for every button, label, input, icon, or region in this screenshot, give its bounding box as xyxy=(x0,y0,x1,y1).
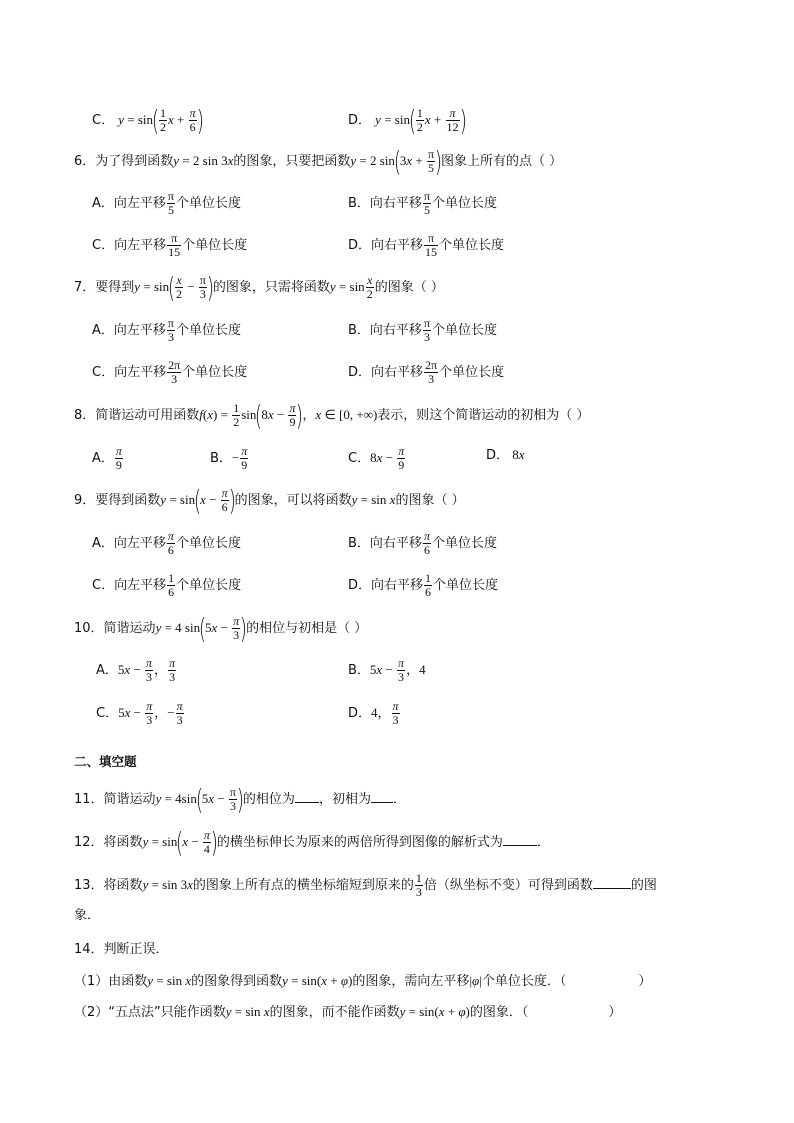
option-text: 个单位长度 xyxy=(182,365,248,380)
q7-option-d: D．向右平移 $\frac{2\pi}{3}$ 个单位长度 xyxy=(348,358,505,386)
q6-option-b: B．向右平移 $\frac{\pi}{5}$ 个单位长度 xyxy=(348,189,498,217)
question-9: 9．要得到函数y = sin(x − $\frac{\pi}{6}$ )的图象，可以将函数y = sin x的图象（ ） xyxy=(74,483,465,517)
item-text: 的图象得到函数 xyxy=(191,974,283,989)
option-text: 个单位长度 xyxy=(182,238,248,253)
answer-blank[interactable] xyxy=(371,788,393,803)
question-text: 的图象（ ） xyxy=(374,280,444,295)
question-14 xyxy=(74,940,169,960)
q9-option-a: A．向左平移 $\frac{\pi}{6}$ 个单位长度 xyxy=(92,529,241,557)
q9-option-b: B．向右平移 $\frac{\pi}{6}$ 个单位长度 xyxy=(348,529,497,557)
q6-option-c: C．向左平移 $\frac{\pi}{15}$ 个单位长度 xyxy=(92,231,248,259)
section-heading: 二、填空题 xyxy=(74,754,137,769)
question-text: 的横坐标伸长为原来的两倍所得到图像的解析式为 xyxy=(216,835,503,850)
question-text: 判断正误． xyxy=(103,942,169,957)
option-label: A． xyxy=(92,536,114,551)
question-number: 12． xyxy=(74,835,104,850)
item-text: （2）“五点法”只能作函数 xyxy=(74,1005,226,1020)
question-text: 表示，则这个简谐运动的初相为（ ） xyxy=(377,408,590,423)
option-text: 个单位长度 xyxy=(175,323,241,338)
question-text: 简谐运动 xyxy=(103,621,156,636)
q9-option-c: C．向左平移 $\frac{1}{6}$ 个单位长度 xyxy=(92,571,242,599)
option-value: 4 xyxy=(371,705,378,720)
option-text: 向左平移 xyxy=(114,578,167,593)
question-text: ． xyxy=(536,835,550,850)
option-label: B． xyxy=(210,451,232,466)
q5-option-c: C． y = sin( $\frac{1}{2}$ x + $\frac{\pi}{6}$ ) xyxy=(92,103,204,137)
question-number: 6． xyxy=(74,154,96,169)
question-text: 的图象，只需将函数 xyxy=(212,280,330,295)
question-number: 10． xyxy=(74,621,104,636)
option-label: B． xyxy=(348,196,370,211)
q8-option-a: A． $\frac{\pi}{9}$ xyxy=(92,444,122,472)
q6-option-a: A．向左平移 $\frac{\pi}{5}$ 个单位长度 xyxy=(92,189,241,217)
option-label: A． xyxy=(92,323,114,338)
question-text: 的图象（ ） xyxy=(395,493,465,508)
question-number: 8． xyxy=(74,408,96,423)
q7-option-b: B．向右平移 $\frac{\pi}{3}$ 个单位长度 xyxy=(348,316,498,344)
option-text: 向左平移 xyxy=(114,238,167,253)
option-label: D． xyxy=(486,448,510,463)
option-text: 个单位长度 xyxy=(176,578,242,593)
option-label: B． xyxy=(348,323,370,338)
option-text: 个单位长度 xyxy=(433,578,499,593)
question-10: 10．简谐运动y = 4 sin(5x − $\frac{\pi}{3}$ )的相位与初相是（ ） xyxy=(74,611,368,645)
question-text: 简谐运动可用函数 xyxy=(95,408,200,423)
question-text: ． xyxy=(392,792,406,807)
option-text: 个单位长度 xyxy=(175,536,241,551)
question-7: 7．要得到y = sin( $\frac{x}{2}$ − $\frac{\pi}{3}$ )的图象，只需将函数y = sin $\frac{x}{2}$ 的图象（ ） xyxy=(74,270,444,304)
question-number: 14． xyxy=(74,942,104,957)
q10-option-a: A．5x − $\frac{\pi}{3}$ ， $\frac{\pi}{3}$ xyxy=(96,656,176,684)
option-value: 4 xyxy=(419,662,426,677)
option-text: 向右平移 xyxy=(369,536,422,551)
item-text: （1）由函数 xyxy=(74,974,148,989)
answer-blank[interactable] xyxy=(503,831,537,846)
option-text: 个单位长度 xyxy=(439,365,505,380)
question-number: 13． xyxy=(74,878,104,893)
option-text: 向左平移 xyxy=(114,365,167,380)
option-label: C． xyxy=(92,113,115,128)
question-13: 13．将函数y = sin 3x的图象上所有点的横坐标缩短到原来的 $\frac{1}{3}$ 倍（纵坐标不变）可得到函数 的图 xyxy=(74,871,657,899)
option-label: D． xyxy=(348,706,372,721)
item-text: ） xyxy=(608,1005,622,1020)
option-text: 向右平移 xyxy=(369,323,422,338)
option-text: 向左平移 xyxy=(113,196,166,211)
q10-option-c: C．5x − $\frac{\pi}{3}$ ，− $\frac{\pi}{3}$ xyxy=(96,699,183,727)
question-text: ，初相为 xyxy=(318,792,371,807)
q7-option-a: A．向左平移 $\frac{\pi}{3}$ 个单位长度 xyxy=(92,316,241,344)
q8-option-c: C．8x − $\frac{\pi}{9}$ xyxy=(348,444,405,472)
separator: ， xyxy=(406,663,420,678)
question-8: 8．简谐运动可用函数f(x) = $\frac{1}{2}$ sin(8x − $\frac{\pi}{9}$ )，x ∈ [0, +∞)表示，则这个简谐运动的初相为（ ） xyxy=(74,398,590,432)
q8-option-d: D． 8x xyxy=(486,447,525,463)
option-text: 向右平移 xyxy=(371,578,424,593)
question-11: 11．简谐运动y = 4sin(5x − $\frac{\pi}{3}$ )的相位为 ，初相为 ． xyxy=(74,782,406,816)
q7-option-c: C．向左平移 $\frac{2\pi}{3}$ 个单位长度 xyxy=(92,358,248,386)
answer-blank[interactable] xyxy=(295,788,319,803)
question-text: 的图象上所有点的横坐标缩短到原来的 xyxy=(192,878,414,893)
option-text: 个单位长度 xyxy=(432,323,498,338)
question-text: 倍（纵坐标不变）可得到函数 xyxy=(423,878,593,893)
option-label: C． xyxy=(92,578,115,593)
option-label: A． xyxy=(92,196,114,211)
option-label: C． xyxy=(348,451,371,466)
q6-option-d: D．向右平移 $\frac{\pi}{15}$ 个单位长度 xyxy=(348,231,505,259)
option-text: 个单位长度 xyxy=(175,196,241,211)
question-6: 6．为了得到函数y = 2 sin 3x的图象，只要把函数y = 2 sin(3x + $\frac{\pi}{5}$ )图象上所有的点（ ） xyxy=(74,144,563,178)
option-label: B． xyxy=(348,536,370,551)
option-text: 个单位长度 xyxy=(439,238,505,253)
answer-blank[interactable] xyxy=(593,874,631,889)
item-text: ） xyxy=(638,974,652,989)
item-text: 的图象．（ xyxy=(469,1005,529,1020)
separator: ， xyxy=(377,706,391,721)
question-text: 要得到函数 xyxy=(95,493,161,508)
question-number: 7． xyxy=(74,280,96,295)
question-number: 11． xyxy=(74,792,104,807)
question-text: 的相位为 xyxy=(242,792,295,807)
option-text: 向左平移 xyxy=(113,536,166,551)
question-number: 9． xyxy=(74,493,96,508)
option-label: D． xyxy=(348,113,372,128)
option-label: A． xyxy=(96,663,118,678)
q10-option-b: B．5x − $\frac{\pi}{3}$ ，4 xyxy=(348,656,426,684)
q5-option-d: D． y = sin( $\frac{1}{2}$ x + $\frac{\pi}{12}$ ) xyxy=(348,103,467,137)
option-text: 向右平移 xyxy=(371,365,424,380)
option-label: C． xyxy=(92,365,115,380)
separator: ， xyxy=(154,706,168,721)
separator: ， xyxy=(154,663,168,678)
q14-item-1: （1）由函数y = sin x的图象得到函数y = sin(x + φ)的图象，需向左平移|φ|个单位长度．（ ） xyxy=(74,973,652,989)
question-text: 将函数 xyxy=(103,878,143,893)
option-label: D． xyxy=(348,365,372,380)
item-text: 的图象，需向左平移 xyxy=(352,974,470,989)
option-label: D． xyxy=(348,238,372,253)
option-label: B． xyxy=(348,663,370,678)
item-text: 个单位长度．（ xyxy=(481,974,567,989)
q13-continuation: 象． xyxy=(74,908,101,923)
question-text: 为了得到函数 xyxy=(95,154,174,169)
item-text: 的图象，而不能作函数 xyxy=(269,1005,400,1020)
option-label: D． xyxy=(348,578,372,593)
question-text: 要得到 xyxy=(95,280,135,295)
option-text: 向右平移 xyxy=(371,238,424,253)
question-12: 12．将函数y = sin(x − $\frac{\pi}{4}$ )的横坐标伸长为原来的两倍所得到图像的解析式为 ． xyxy=(74,825,550,859)
option-label: A． xyxy=(92,451,114,466)
option-label: C． xyxy=(96,706,119,721)
question-text: 简谐运动 xyxy=(103,792,156,807)
question-text: 图象上所有的点（ ） xyxy=(441,154,563,169)
option-text: 向右平移 xyxy=(369,196,422,211)
q14-item-2: （2）“五点法”只能作函数y = sin x的图象，而不能作函数y = sin(x + φ)的图象．（ ） xyxy=(74,1004,622,1020)
question-text: 将函数 xyxy=(103,835,143,850)
option-text: 向左平移 xyxy=(113,323,166,338)
option-text: 个单位长度 xyxy=(432,196,498,211)
question-text: 的图 xyxy=(630,878,657,893)
q10-option-d: D．4， $\frac{\pi}{3}$ xyxy=(348,699,399,727)
q9-option-d: D．向右平移 $\frac{1}{6}$ 个单位长度 xyxy=(348,571,499,599)
question-text: 的图象，只要把函数 xyxy=(233,154,351,169)
question-text: 的相位与初相是（ ） xyxy=(246,621,368,636)
q8-option-b: B．− $\frac{\pi}{9}$ xyxy=(210,444,248,472)
option-text: 个单位长度 xyxy=(431,536,497,551)
question-text: 的图象，可以将函数 xyxy=(234,493,352,508)
option-label: C． xyxy=(92,238,115,253)
